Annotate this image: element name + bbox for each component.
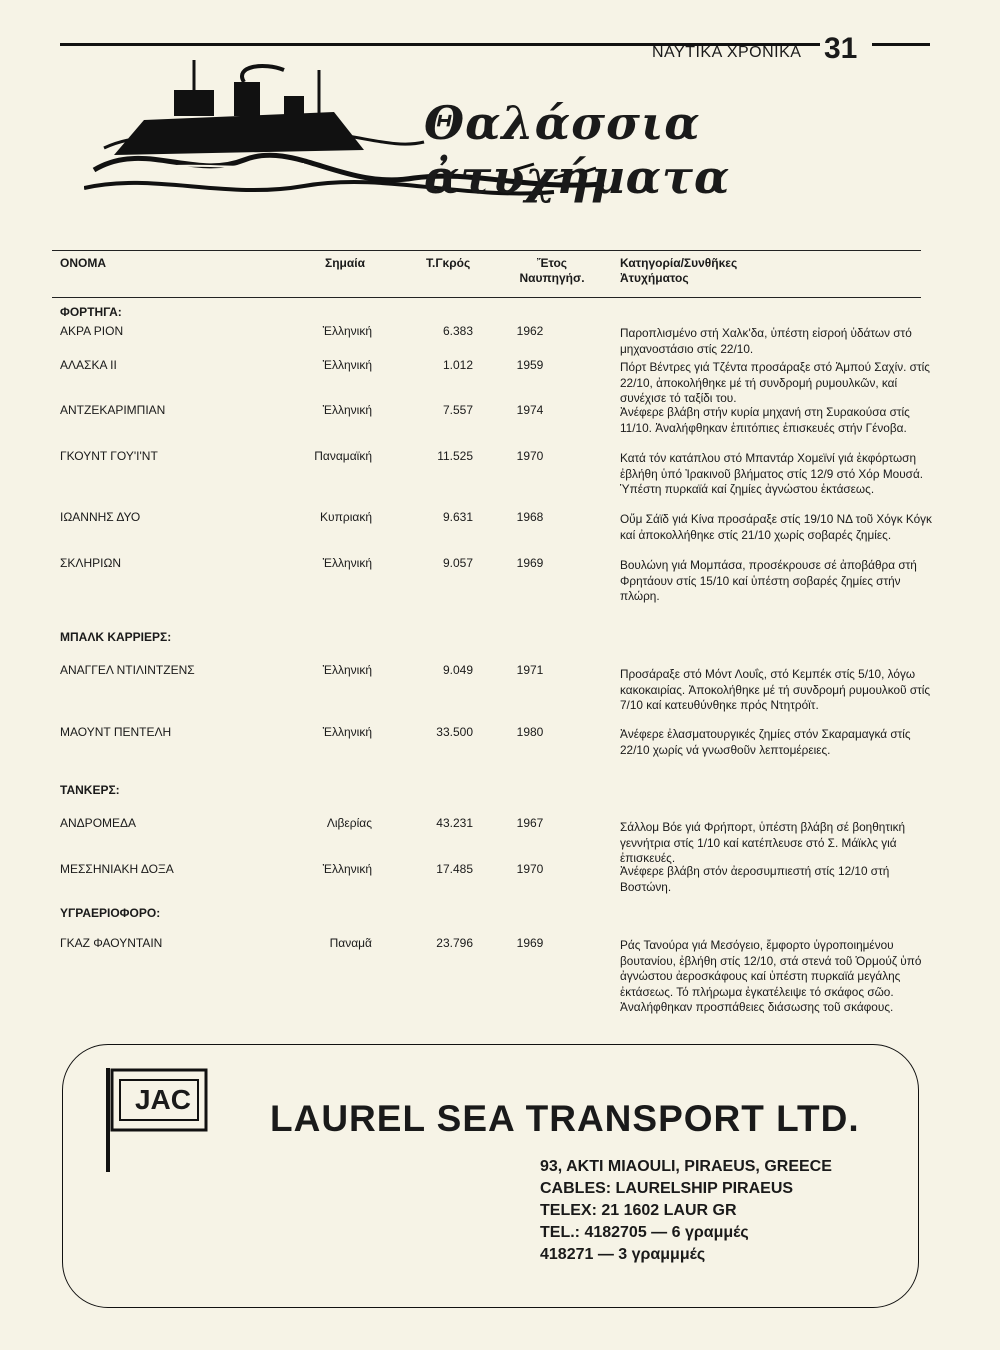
jac-flag-logo [104, 1066, 214, 1176]
accident-description: Ἀνέφερε ἐλασματουργικές ζημίες στόν Σκαραμαγκά στίς 22/10 χωρίς νά γνωσθοῦν λεπτομέρειες. [620, 727, 911, 757]
ship-name: ΜΕΣΣΗΝΙΑΚΗ ΔΟΞΑ [60, 862, 174, 876]
table-header-rule [52, 297, 921, 298]
company-cables: CABLES: LAURELSHIP PIRAEUS [540, 1180, 794, 1197]
ship-year: 1980 [516, 725, 544, 739]
ship-grt: 11.525 [437, 449, 473, 463]
company-tel-2: 418271 — 3 γραμμμές [540, 1246, 706, 1263]
ship-flag: Ἑλληνική [322, 556, 372, 570]
accident-description: Κατά τόν κατάπλου στό Μπαντάρ Χομεϊνί γιά ἐκφόρτωση ἐβλήθη ὑπό Ἰρακινοῦ βλήματος στίς 12/9 στό Χόρ Μουσά. Ὑπέστη πυρκαϊά καί ζημίες ἀγνώστου ἐκτάσεως. [620, 451, 924, 496]
accident-description: Παροπλισμένο στή Χαλκ'δα, ὑπέστη εἰσροή ὑδάτων στό μηχανοστάσιο στίς 22/10. [620, 326, 912, 356]
ship-flag: Ἑλληνική [322, 725, 372, 739]
ship-grt: 33.500 [436, 725, 473, 739]
accident-description: Πόρτ Βέντρες γιά Τζέντα προσάραξε στό Ἀμπού Σαχίν. στίς 22/10, ἀποκολήθηκε μέ τή συνδρομή ρυμουλκῶν, καί συνέχισε τό ταξίδι του. [620, 360, 930, 405]
company-address: 93, AKTI MIAOULI, PIRAEUS, GREECE [540, 1158, 832, 1175]
ship-grt: 43.231 [436, 816, 473, 830]
flag-text: JAC [134, 1084, 191, 1115]
col-head-grt: Τ.Γκρός [426, 256, 471, 270]
ship-grt: 1.012 [442, 358, 473, 372]
ship-grt: 7.557 [442, 403, 473, 417]
ship-flag: Παναμαϊκή [314, 449, 372, 463]
col-head-year: Ἔτος Ναυπηγήσ. [519, 256, 585, 285]
ship-name: ΙΩΑΝΝΗΣ ΔΥΟ [60, 510, 141, 524]
ship-flag: Ἑλληνική [322, 663, 372, 677]
ship-name: ΑΝΤΖΕΚΑΡΙΜΠΙΑΝ [60, 403, 166, 417]
ship-grt: 23.796 [436, 936, 473, 950]
ship-year: 1970 [516, 449, 544, 463]
ship-name: ΜΑΟΥΝΤ ΠΕΝΤΕΛΗ [60, 725, 172, 739]
ship-year: 1967 [516, 816, 544, 830]
table-row [0, 862, 1000, 894]
company-tel: TEL.: 4182705 — 6 γραμμές [540, 1224, 749, 1241]
ship-name: ΑΝΔΡΟΜΕΔΑ [60, 816, 137, 830]
ship-year: 1968 [516, 510, 544, 524]
accident-description: Ράς Τανούρα γιά Μεσόγειο, ἔμφορτο ὑγροποιημένου βουτανίου, ἐβλήθη στίς 12/10, στά στενά τοῦ Ὁρμούζ ὑπό ἀγνώστου ἀεροσκάφους καί ὑπέστη πυρκαϊά μεγάλης ἐκτάσεως. Τό πλήρωμα ἐγκατέλειψε τό σκάφος σῶο. Ἀναλήφθηκαν προσπάθειες διάσωσης τοῦ σκάφους. [620, 938, 922, 1014]
magazine-name: ΝΑΥΤΙΚΑ ΧΡΟΝΙΚΑ [652, 44, 802, 61]
ship-name: ΓΚΟΥΝΤ ΓΟΥ'Ι'ΝΤ [60, 449, 158, 463]
section-label-cargo: ΦΟΡΤΗΓΑ: [60, 305, 122, 319]
ship-grt: 9.631 [442, 510, 473, 524]
table-row [0, 725, 1000, 757]
section-label-tankers: ΤΑΝΚΕΡΣ: [60, 783, 120, 797]
ship-name: ΣΚΛΗΡΙΩΝ [60, 556, 122, 570]
ship-year: 1971 [516, 663, 544, 677]
company-name: LAUREL SEA TRANSPORT LTD. [270, 1098, 860, 1139]
accident-description: Οὔμ Σάϊδ γιά Κίνα προσάραξε στίς 19/10 ΝΔ τοῦ Χόγκ Κόγκ καί ἀποκολλήθηκε στίς 21/10 χωρίς σοβαρές ζημίες. [620, 512, 932, 542]
ship-flag: Κυπριακή [320, 510, 372, 524]
ship-flag: Ἑλληνική [322, 862, 372, 876]
ship-year: 1969 [516, 936, 544, 950]
accident-description: Προσάραξε στό Μόντ Λουΐς, στό Κεμπέκ στίς 5/10, λόγω κακοκαιρίας. Ἀποκολήθηκε μέ τή συνδρομή ρυμουλκοῦ στίς 7/10 καί κατευθύνθηκε πρός Ντητρόϊτ. [620, 667, 931, 712]
accident-description: Σάλλομ Βόε γιά Φρήπορτ, ὑπέστη βλάβη σέ βοηθητική γεννήτρια στίς 1/10 καί κατέπλευσε στό Σ. Μάϊκλς γιά ἐπισκευές. [620, 820, 906, 865]
ship-name: ΑΛΑΣΚΑ ΙΙ [60, 358, 117, 372]
ship-flag: Ἑλληνική [322, 324, 372, 338]
ship-year: 1959 [516, 358, 544, 372]
ship-year: 1962 [516, 324, 544, 338]
table-row [0, 816, 1000, 865]
table-top-rule [52, 250, 921, 251]
page-title: Θαλάσσια ἀτυχήματα [424, 96, 731, 204]
ship-year: 1969 [516, 556, 544, 570]
ship-flag: Παναμᾶ [329, 936, 372, 950]
ship-grt: 6.383 [442, 324, 473, 338]
ship-flag: Ἑλληνική [322, 358, 372, 372]
table-row [0, 403, 1000, 435]
header-rule-right [872, 43, 930, 46]
accident-description: Ἀνέφερε βλάβη στόν ἀεροσυμπιεστή στίς 12/10 στή Βοστώνη. [620, 864, 890, 894]
section-label-bulk-carriers: ΜΠΑΛΚ ΚΑΡΡΙΕΡΣ: [60, 630, 172, 644]
table-row [0, 663, 1000, 712]
page-number: 31 [824, 32, 858, 65]
ship-name: ΑΚΡΑ ΡΙΟΝ [60, 324, 124, 338]
section-label-gas-carrier: ΥΓΡΑΕΡΙΟΦΟΡΟ: [60, 906, 161, 920]
ship-year: 1970 [516, 862, 544, 876]
ship-flag: Λιβερίας [326, 816, 372, 830]
ship-grt: 9.049 [442, 663, 473, 677]
ship-name: ΑΝΑΓΓΕΛ ΝΤΙΛΙΝΤΖΕΝΣ [60, 663, 195, 677]
table-row [0, 510, 1000, 542]
ship-name: ΓΚΑΖ ΦΑΟΥΝΤΑΙΝ [60, 936, 163, 950]
table-row [0, 324, 1000, 356]
table-row [0, 358, 1000, 405]
ship-year: 1974 [516, 403, 544, 417]
company-telex: TELEX: 21 1602 LAUR GR [540, 1202, 737, 1219]
table-row [0, 449, 1000, 496]
col-head-category: Κατηγορία/Συνθῆκες Ἀτυχήματος [620, 256, 738, 285]
ship-flag: Ἑλληνική [322, 403, 372, 417]
table-row [0, 936, 1000, 1014]
col-head-flag: Σημαία [325, 256, 365, 270]
ship-grt: 17.485 [436, 862, 473, 876]
col-head-name: ΟΝΟΜΑ [60, 256, 106, 270]
table-row [0, 556, 1000, 603]
accident-description: Ἀνέφερε βλάβη στήν κυρία μηχανή στη Συρακούσα στίς 11/10. Ἀναλήφθηκαν ἐπιτόπιες ἐπισκευές στήν Γένοβα. [620, 405, 910, 435]
ship-grt: 9.057 [442, 556, 473, 570]
accident-description: Βουλώνη γιά Μομπάσα, προσέκρουσε σέ ἀποβάθρα στή Φρητάουν στίς 15/10 καί ὑπέστη σοβαρές ζημίες στήν πλώρη. [620, 558, 917, 603]
